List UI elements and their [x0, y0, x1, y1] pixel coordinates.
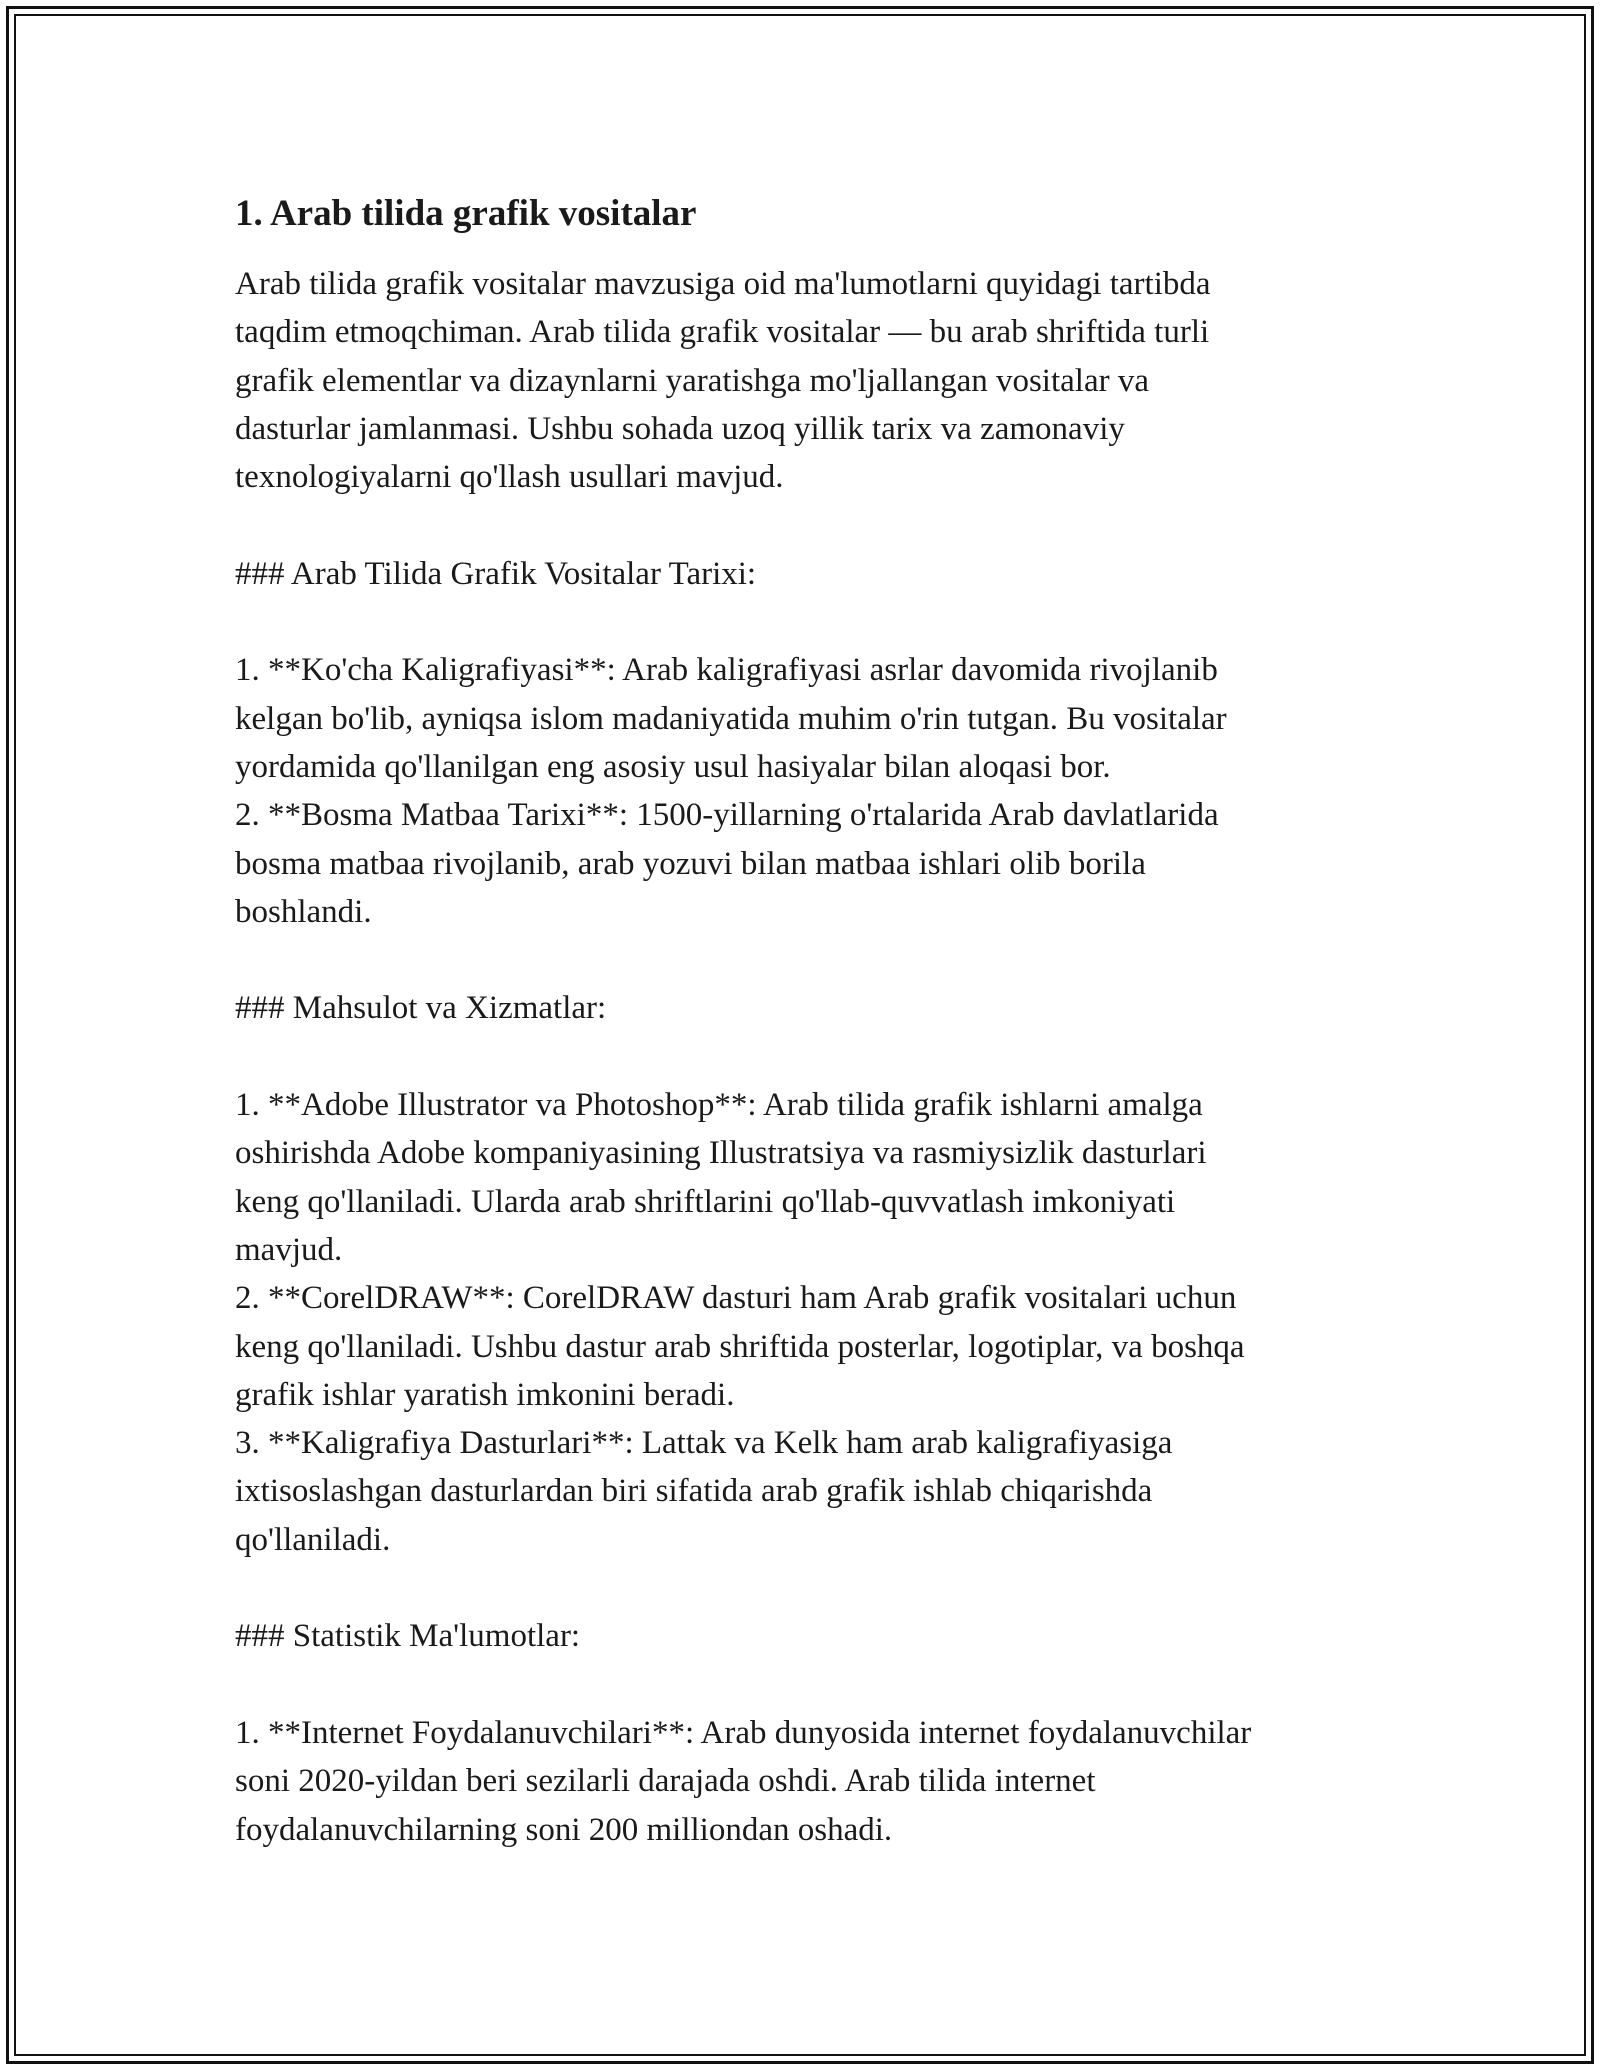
document-body-text: Arab tilida grafik vositalar mavzusiga oid ma'lumotlarni quyidagi tartibda taqdim etmoqchiman. Arab tilida grafik vositalar — bu arab shriftida turli grafik elementlar va dizaynlarni yaratishga mo'ljallangan vositalar va dasturlar jamlanmasi. Ushbu sohada uzoq yillik tarix va zamonaviy texnologiyalarni qo'llash usullari mavjud. ### Arab Tilida Grafik Vositalar Tarixi: 1. **Ko'cha Kaligrafiyasi**: Arab kaligrafiyasi asrlar davomida rivojlanib kelgan bo'lib, ayniqsa islom madaniyatida muhim o'rin tutgan. Bu vositalar yordamida qo'llanilgan eng asosiy usul hasiyalar bilan aloqasi bor. 2. **Bosma Matbaa Tarixi**: 1500-yillarning o'rtalarida Arab davlatlarida bosma matbaa rivojlanib, arab yozuvi bilan matbaa ishlari olib borila boshlandi. ### Mahsulot va Xizmatlar: 1. **Adobe Illustrator va Photoshop**: Arab tilida grafik ishlarni amalga oshirishda Adobe kompaniyasining Illustratsiya va rasmiysizlik dasturlari keng qo'llaniladi. Ularda arab shriftlarini qo'llab-quvvatlash imkoniyati mavjud. 2. **CorelDRAW**: CorelDRAW dasturi ham Arab grafik vositalari uchun keng qo'llaniladi. Ushbu dastur arab shriftida posterlar, logotiplar, va boshqa grafik ishlar yaratish imkonini beradi. 3. **Kaligrafiya Dasturlari**: Lattak va Kelk ham arab kaligrafiyasiga ixtisoslashgan dasturlardan biri sifatida arab grafik ishlab chiqarishda qo'llaniladi. ### Statistik Ma'lumotlar: 1. **Internet Foydalanuvchilari**: Arab dunyosida internet foydalanuvchilar soni 2020-yildan beri sezilarli darajada oshdi. Arab tilida internet foydalanuvchilarning soni 200 milliondan oshadi. — [235, 266, 1252, 1848]
document-heading: 1. Arab tilida grafik vositalar — [235, 193, 697, 234]
document-content — [235, 186, 1385, 1854]
